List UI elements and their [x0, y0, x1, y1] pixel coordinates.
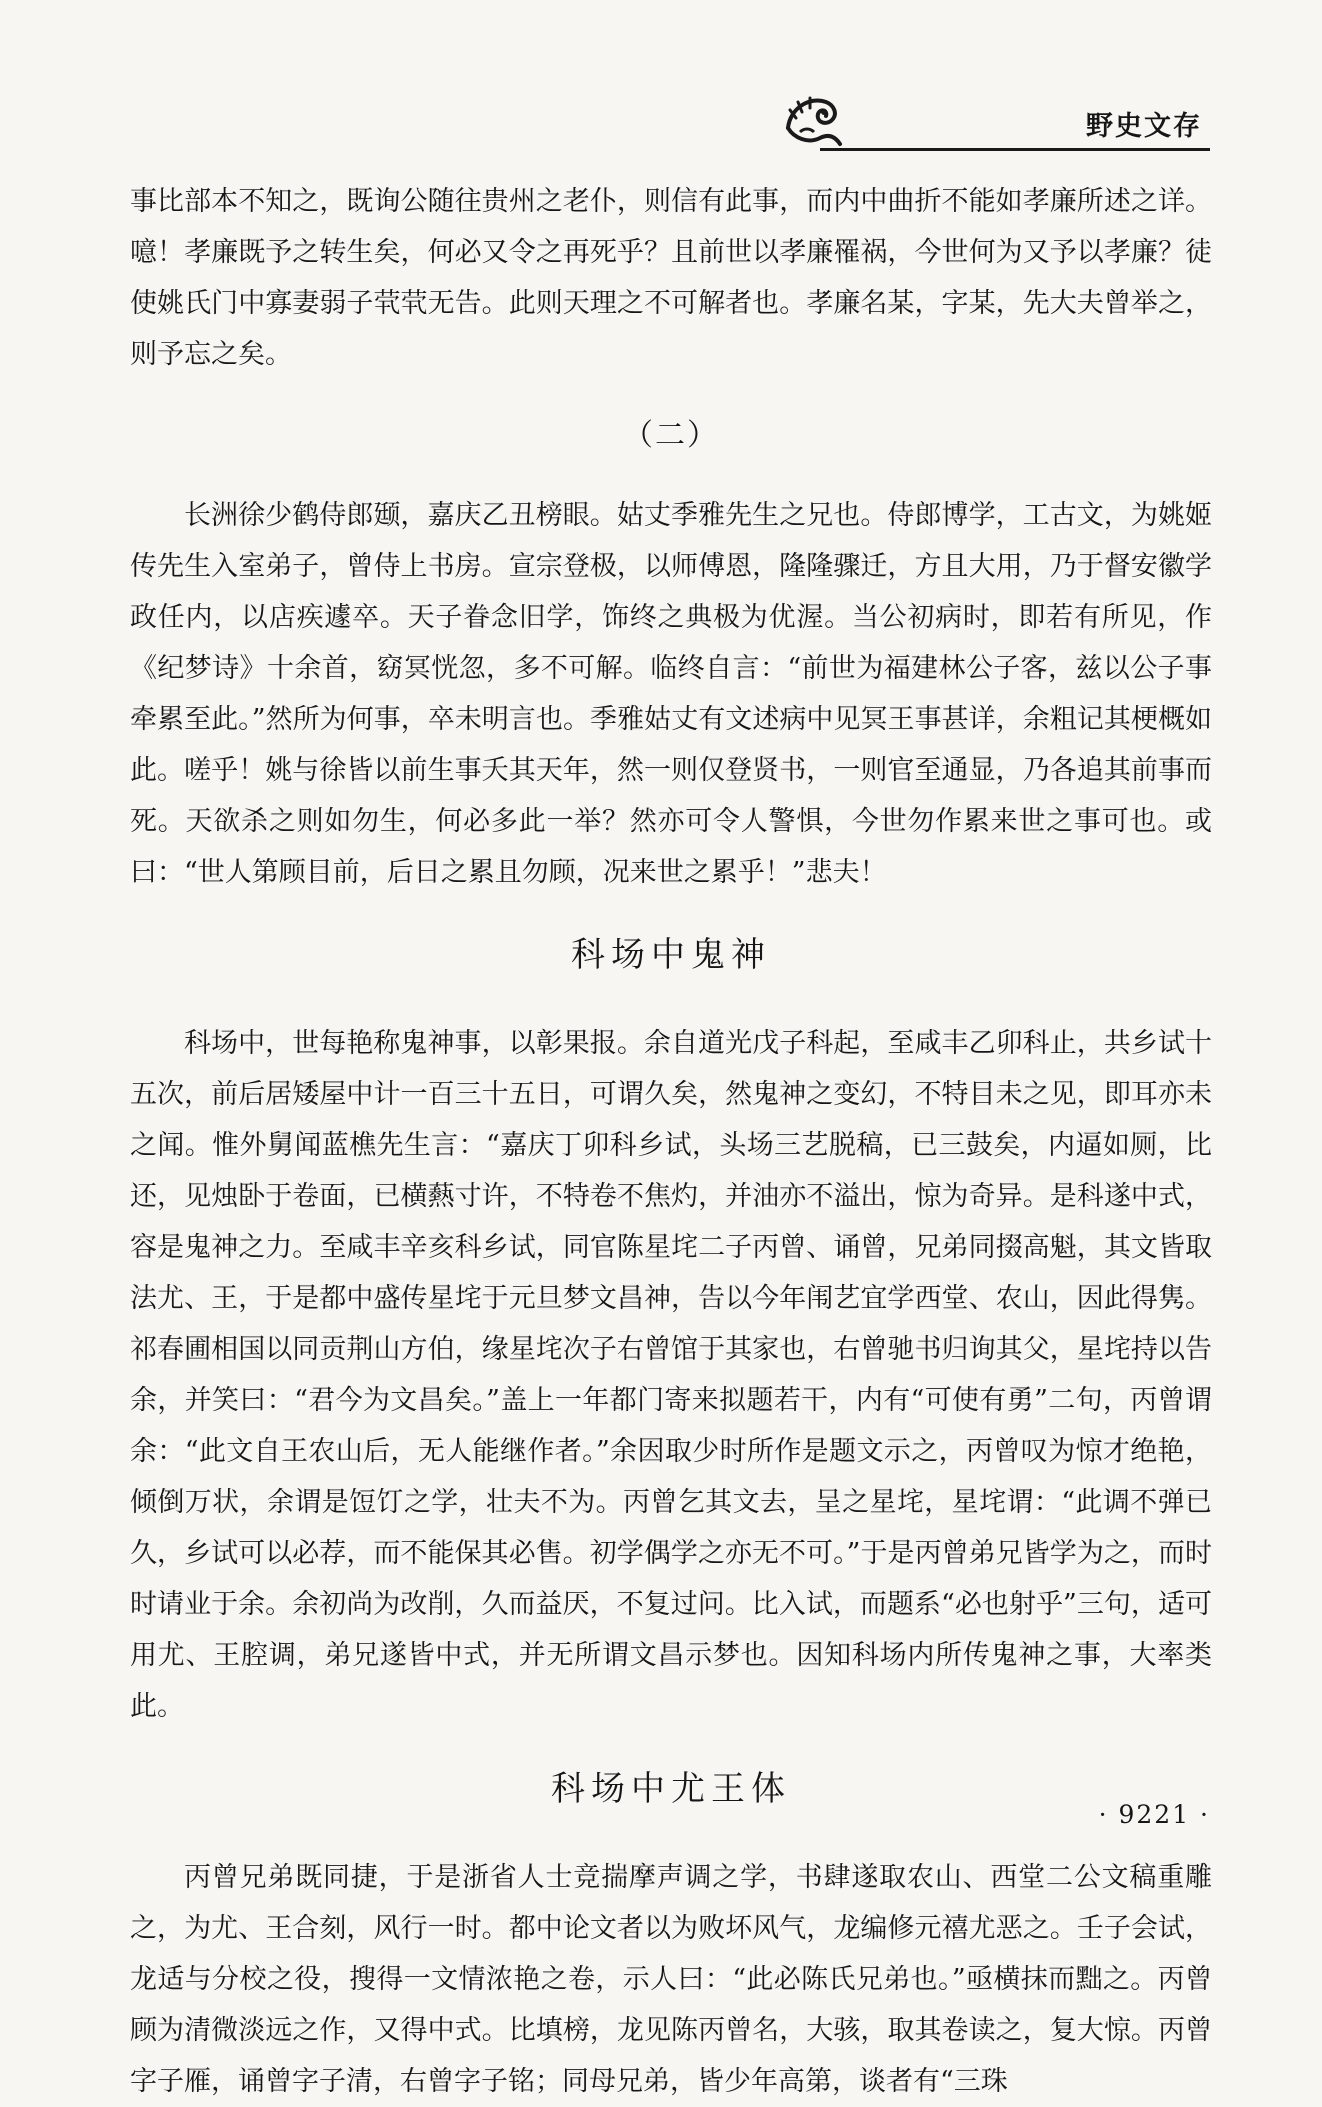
paragraph-you-wang-style: 丙曾兄弟既同捷，于是浙省人士竞揣摩声调之学，书肆遂取农山、西堂二公文稿重雕之，为尤、王合刻，风行一时。都中论文者以为败坏风气，龙编修元禧尤恶之。壬子会试，龙适与分校之役，搜得一文情浓艳之卷，示人曰：“此必陈氏兄弟也。”亟横抹而黜之。丙曾顾为清微淡远之作，又得中式。比填榜，龙见陈丙曾名，大骇，取其卷读之，复大惊。丙曾字子雁，诵曾字子清，右曾字子铭；同母兄弟，皆少年高第，谈者有“三珠 [130, 1862, 1212, 2097]
paragraph-xu-shaohe: 长洲徐少鹤侍郎颋，嘉庆乙丑榜眼。姑丈季雅先生之兄也。侍郎博学，工古文，为姚姬传先生入室弟子，曾侍上书房。宣宗登极，以师傅恩，隆隆骤迁，方且大用，乃于督安徽学政任内，以店疾遽卒。天子眷念旧学，饰终之典极为优渥。当公初病时，即若有所见，作《纪梦诗》十余首，窈冥恍忽，多不可解。临终自言：“前世为福建林公子客，兹以公子事牵累至此。”然所为何事，卒未明言也。季雅姑丈有文述病中见冥王事甚详，余粗记其梗概如此。嗟乎！姚与徐皆以前生事夭其天年，然一则仅登贤书，一则官至通显，乃各追其前事而死。天欲杀之则如勿生，何必多此一举？然亦可令人警惧，今世勿作累来世之事可也。或曰：“世人第顾目前，后日之累且勿顾，况来世之累乎！”悲夫！ [130, 500, 1212, 888]
section-title-you-wang: 科场中尤王体 [551, 1769, 791, 1809]
paragraph-exam-ghosts: 科场中，世每艳称鬼神事，以彰果报。余自道光戊子科起，至咸丰乙卯科止，共乡试十五次，前后居矮屋中计一百三十五日，可谓久矣，然鬼神之变幻，不特目未之见，即耳亦未之闻。惟外舅闻蓝樵先生言：“嘉庆丁卯科乡试，头场三艺脱稿，已三鼓矣，内逼如厕，比还，见烛卧于卷面，已横爇寸许，不特卷不焦灼，并油亦不溢出，惊为奇异。是科遂中式，容是鬼神之力。至咸丰辛亥科乡试，同官陈星垞二子丙曾、诵曾，兄弟同掇高魁，其文皆取法尤、王，于是都中盛传星垞于元旦梦文昌神，告以今年闱艺宜学西堂、农山，因此得隽。祁春圃相国以同贡荆山方伯，缘星垞次子右曾馆于其家也，右曾驰书归询其父，星垞持以告余，并笑曰：“君今为文昌矣。”盖上一年都门寄来拟题若干，内有“可使有勇”二句，丙曾谓余：“此文自王农山后，无人能继作者。”余因取少时所作是题文示之，丙曾叹为惊才绝艳，倾倒万状，余谓是饾饤之学，壮夫不为。丙曾乞其文去，呈之星垞，星垞谓：“此调不弹已久，乡试可以必荐，而不能保其必售。初学偶学之亦无不可。”于是丙曾弟兄皆学为之，而时时请业于余。余初尚为改削，久而益厌，不复过问。比入试，而题系“必也射乎”三句，适可用尤、王腔调，弟兄遂皆中式，并无所谓文昌示梦也。因知科场内所传鬼神之事，大率类此。 [130, 1028, 1212, 1722]
page-number: · 9221 · [1098, 1800, 1210, 1829]
page-header [780, 88, 1210, 168]
sub-heading: （二） [623, 418, 719, 453]
section-title-ghosts: 科场中鬼神 [571, 935, 771, 975]
page-body [130, 176, 1212, 2107]
paragraph-continuation: 事比部本不知之，既询公随往贵州之老仆，则信有此事，而内中曲折不能如孝廉所述之详。噫！孝廉既予之转生矣，何必又令之再死乎？且前世以孝廉罹祸，今世何为又予以孝廉？徒使姚氏门中寡妻弱子茕茕无告。此则天理之不可解者也。孝廉名某，字某，先大夫曾举之，则予忘之矣。 [130, 186, 1212, 370]
series-title: 野史文存 [1086, 111, 1202, 142]
header-rule [820, 148, 1210, 151]
dragon-emblem-icon [780, 88, 844, 152]
